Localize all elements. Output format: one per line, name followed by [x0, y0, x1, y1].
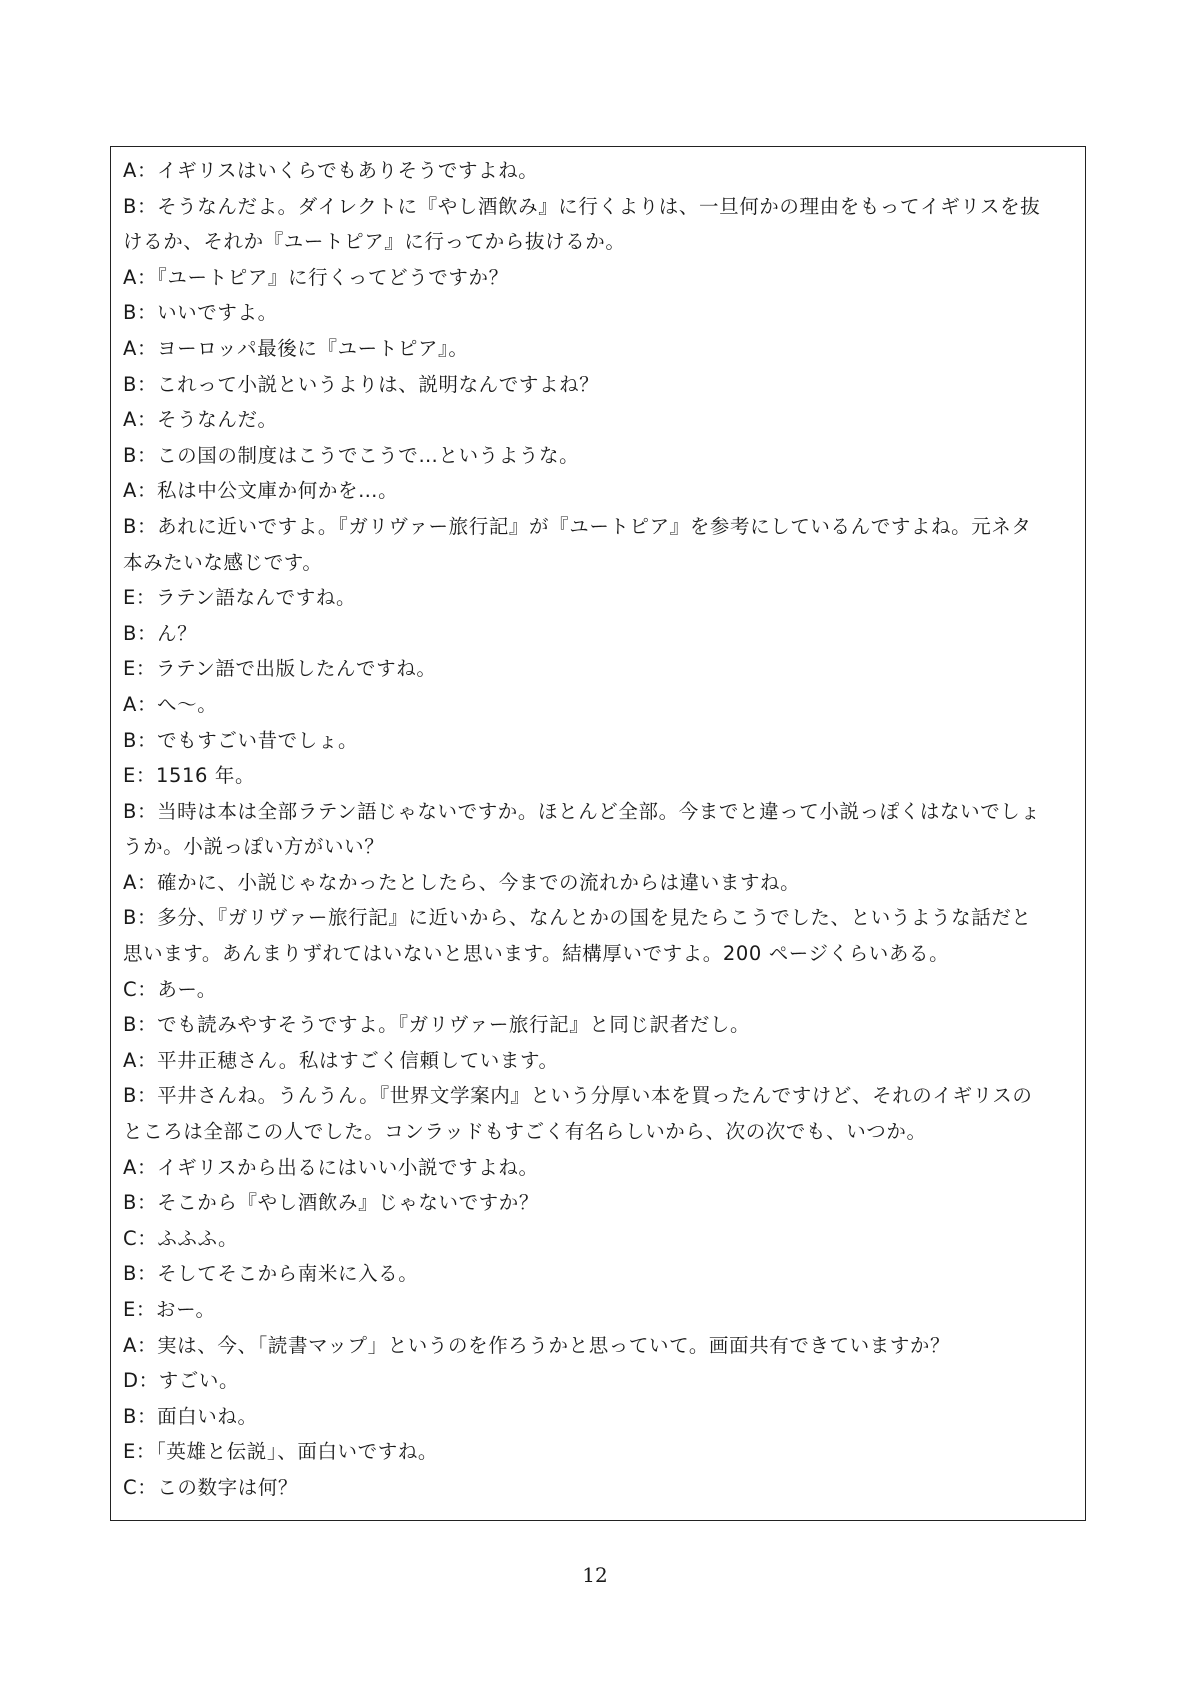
transcript-line: A：イギリスから出るにはいい小説ですよね。 — [123, 1155, 539, 1179]
transcript-line: B：いいですよ。 — [123, 301, 278, 325]
transcript-line: B：ん？ — [123, 621, 198, 645]
transcript-line: A：そうなんだ。 — [123, 408, 278, 432]
transcript-line: B：でも読みやすそうですよ。『ガリヴァー旅行記』と同じ訳者だし。 — [123, 1013, 751, 1037]
transcript-line: A：平井正穂さん。私はすごく信頼しています。 — [123, 1048, 559, 1072]
transcript-line: E：ラテン語で出版したんですね。 — [123, 657, 437, 681]
transcript-line: B：そこから『やし酒飲み』じゃないですか？ — [123, 1191, 539, 1215]
transcript-line: けるか、それか『ユートピア』に行ってから抜けるか。 — [123, 230, 626, 254]
transcript-line: B：そしてそこから南米に入る。 — [123, 1262, 419, 1286]
transcript-line: E：おー。 — [123, 1298, 216, 1321]
transcript-line: E：「英雄と伝説」、面白いですね。 — [123, 1440, 439, 1464]
transcript-line: B：でもすごい昔でしょ。 — [123, 728, 359, 752]
transcript-line: C：この数字は何？ — [123, 1475, 299, 1499]
transcript-line: B：平井さんね。うんうん。『世界文学案内』という分厚い本を買ったんですけど、それのイギリスの — [123, 1084, 1033, 1108]
transcript-box — [110, 146, 1086, 1521]
transcript-line: A：『ユートピア』に行くってどうですか？ — [123, 265, 509, 289]
transcript-line: A：へ～。 — [123, 692, 218, 716]
transcript-line: C：あー。 — [123, 977, 217, 1001]
transcript-line: B：そうなんだよ。ダイレクトに『やし酒飲み』に行くよりは、一旦何かの理由をもってイギリスを抜 — [123, 194, 1041, 218]
transcript-line: A：実は、今、「読書マップ」というのを作ろうかと思っていて。画面共有できていますか？ — [123, 1333, 951, 1357]
transcript-line: D：すごい。 — [123, 1369, 240, 1393]
transcript-line: B：あれに近いですよ。『ガリヴァー旅行記』が『ユートピア』を参考にしているんですよね。元ネタ — [123, 514, 1032, 538]
transcript-line: B：面白いね。 — [123, 1404, 258, 1428]
transcript-line: E：1516 年。 — [123, 764, 256, 788]
transcript-line: B：当時は本は全部ラテン語じゃないですか。ほとんど全部。今までと違って小説っぽくはないでしょ — [123, 799, 1041, 823]
transcript-line: C：ふふふ。 — [123, 1226, 239, 1250]
transcript-line: ところは全部この人でした。コンラッドもすごく有名らしいから、次の次でも、いつか。 — [123, 1120, 927, 1144]
page-number: 12 — [582, 1563, 608, 1587]
transcript-line: 思います。あんまりずれてはいないと思います。結構厚いですよ。200 ページくらいある。 — [123, 942, 950, 966]
transcript-line: A：ヨーロッパ最後に『ユートピア』。 — [123, 336, 469, 360]
transcript-line: B：多分、『ガリヴァー旅行記』に近いから、なんとかの国を見たらこうでした、というような話だと — [123, 906, 1032, 930]
transcript-line: E：ラテン語なんですね。 — [123, 586, 357, 610]
transcript-line: B：これって小説というよりは、説明なんですよね？ — [123, 372, 600, 396]
transcript-line: B：この国の制度はこうでこうで…というような。 — [123, 443, 580, 467]
transcript-line: A：確かに、小説じゃなかったとしたら、今までの流れからは違いますね。 — [123, 870, 801, 894]
transcript-line: A：イギリスはいくらでもありそうですよね。 — [123, 159, 539, 182]
transcript-line: A：私は中公文庫か何かを…。 — [123, 479, 399, 503]
transcript-line: 本みたいな感じです。 — [123, 550, 323, 574]
transcript-line: うか。小説っぽい方がいい？ — [123, 835, 385, 859]
